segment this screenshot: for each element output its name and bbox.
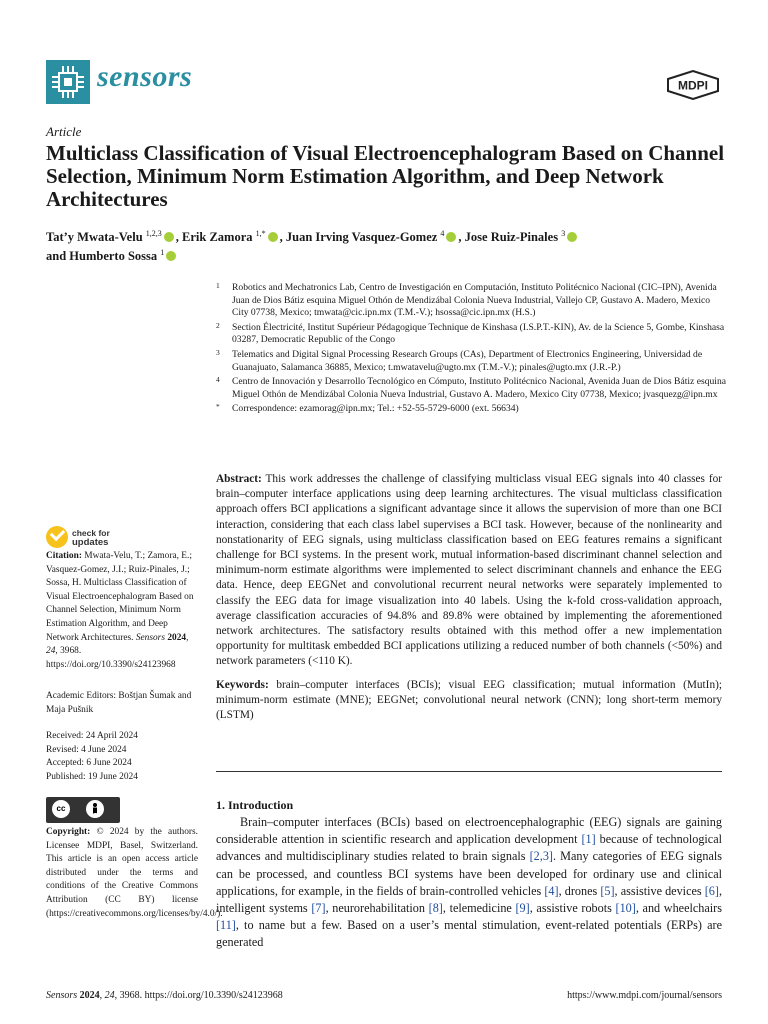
footer-doi-link[interactable]: , 3968. https://doi.org/10.3390/s24123968 bbox=[114, 990, 283, 1001]
cc-icon: cc bbox=[52, 800, 70, 818]
footer-journal-url[interactable]: https://www.mdpi.com/journal/sensors bbox=[567, 990, 722, 1001]
publication-dates: Received: 24 April 2024 Revised: 4 June 2024 Accepted: 6 June 2024 Published: 19 June 2024 bbox=[46, 731, 138, 782]
mdpi-logo-icon bbox=[666, 70, 720, 100]
affiliation-item: 1 Robotics and Mechatronics Lab, Centro de Investigación en Computación, Instituto Politécnico Nacional (CIC–IPN), Avenida Juan de Dios Bátiz esquina Miguel Othón de Mendizábal Colonia Nueva Industrial, Vallejo CP, Gustavo A. Madero, Mexico City 07738, Mexico; tmwata@cic.ipn.mx (T.M.-V.); hsossa@cic.ipn.mx (H.S.) bbox=[216, 281, 717, 319]
abstract-text: This work addresses the challenge of classifying multiclass visual EEG signals into 40 classes for brain–computer interface applications using deep learning architectures. The visual multiclass classification approach offers BCI applications a significant advantage since it allows the supervision of more than one BCI interaction, considering that each class label supervises a BCI task. However, because of the nonlinearity and nonstationarity of EEG signals, using multiclass classification based on EEG features remains a significant challenge for BCI systems. In the present work, mutual information-based discriminant channel selection and minimum-norm estimate algorithms were implemented to select discriminant channels and enhance the EEG data. Hence, deep EEGNet and convolutional recurrent neural networks were separately implemented to classify the EEG data for image visualization into 40 labels. Using the k-fold cross-validation approach, average classification accuracies of 94.8% and 89.8% were obtained by implementing the aforementioned network architectures. The satisfactory results obtained with this method offer a new implementation opportunity for multitask embedded BCI applications utilizing a reduced number of both channels (<50%) and network parameters (<110 K). bbox=[216, 473, 722, 668]
academic-editors: Academic Editors: Boštjan Šumak and Maja Pušnik bbox=[46, 691, 192, 715]
divider bbox=[216, 771, 722, 772]
author-name: Humberto Sossa bbox=[69, 249, 158, 264]
check-for-updates-button[interactable] bbox=[46, 526, 186, 550]
citation-link[interactable]: [10] bbox=[615, 901, 636, 916]
citation-link[interactable]: [4] bbox=[544, 883, 559, 898]
paper-title: Multiclass Classification of Visual Electroencephalogram Based on Channel Selection, Minimum Norm Estimation Algorithm, and Deep Network Architectures bbox=[46, 141, 725, 211]
orcid-icon[interactable] bbox=[164, 232, 174, 242]
check-updates-icon bbox=[46, 526, 68, 548]
abstract-label: Abstract: bbox=[216, 473, 262, 485]
author-list: Tat’y Mwata-Velu $^{1,2,3}$ , Erik Zamora $^{1,*}$ , Juan Irving Vasquez-Gomez $^4$ , Jose Ruiz-Pinales $^3$ and Humberto Sossa $^1$ bbox=[46, 226, 746, 264]
author-name: Tat’y Mwata-Velu bbox=[46, 230, 143, 245]
citation-link[interactable]: [9] bbox=[515, 901, 530, 916]
article-type: Article bbox=[46, 124, 82, 139]
by-label: BY bbox=[94, 813, 101, 819]
author-name: Erik Zamora bbox=[182, 230, 253, 245]
citation: Citation: Mwata-Velu, T.; Zamora, E.; Vasquez-Gomez, J.I.; Ruiz-Pinales, J.; Sossa, H. Multiclass Classification of Visual Electroencephalogram Based on Channel Selection, Minimum Norm Estimation Algorithm, and Deep Network Architectures. Sensors 2024, 24, 3968. https://doi.org/10.3390/s24123968 bbox=[46, 551, 194, 670]
check-updates-label: check for bbox=[72, 528, 110, 538]
cc-by-license-icon[interactable] bbox=[46, 797, 120, 823]
orcid-icon[interactable] bbox=[268, 232, 278, 242]
orcid-icon[interactable] bbox=[446, 232, 456, 242]
orcid-icon[interactable] bbox=[166, 251, 176, 261]
citation-link[interactable]: [7] bbox=[311, 901, 326, 916]
keywords bbox=[216, 678, 722, 724]
correspondence: * Correspondence: ezamorag@ipn.mx; Tel.: +52-55-5729-6000 (ext. 56634) bbox=[216, 402, 519, 415]
citation-doi-link[interactable]: , 3968. https://doi.org/10.3390/s24123968 bbox=[46, 646, 176, 670]
citation-link[interactable]: [8] bbox=[428, 901, 443, 916]
keywords-text: brain–computer interfaces (BCIs); visual EEG classification; mutual information (MutIn); minimum-norm estimate (MNE); EEGNet; convolutional neural network (CNN); long short-term memory (LSTM) bbox=[216, 679, 722, 722]
check-updates-label: updates bbox=[72, 537, 109, 548]
author-conjunction: and bbox=[46, 249, 67, 264]
publisher-name: MDPI bbox=[678, 78, 708, 93]
section-heading: 1. Introduction bbox=[216, 798, 294, 812]
citation-link[interactable]: [1] bbox=[581, 832, 596, 847]
abstract bbox=[216, 472, 722, 670]
author-affil: 1 bbox=[160, 248, 165, 258]
author-affil: 3 bbox=[561, 229, 566, 238]
citation-link[interactable]: [5] bbox=[600, 883, 615, 898]
author-name: Jose Ruiz-Pinales bbox=[464, 230, 559, 245]
footer-citation: Sensors 2024, 24, 3968. https://doi.org/10.3390/s24123968 bbox=[46, 990, 283, 1001]
affiliation-item: 2 Section Électricité, Institut Supérieur Pédagogique Technique de Kinshasa (I.S.P.T.-KIN), Av. de la Science 5, Gombe, Kinshasa 03287, Democratic Republic of the Congo bbox=[216, 320, 725, 346]
affiliations bbox=[216, 282, 726, 418]
citation-link[interactable]: [11] bbox=[216, 918, 236, 933]
author-affil: 1,* bbox=[255, 229, 266, 238]
affiliation-item: 4 Centro de Innovación y Desarrollo Tecnológico en Cómputo, Instituto Politécnico Nacional, Avenida Juan de Dios Bátiz esquina Miguel Othón de Mendizábal Colonia Nueva Industrial, Gustavo A. Madero, Mexico City 07738, Mexico; jvasquezg@ipn.mx bbox=[216, 375, 727, 400]
introduction-text: Brain–computer interfaces (BCIs) based on electroencephalographic (EEG) signals are gaining considerable attention in scientific research and application development [1] because of technological advances and multidisciplinary studies related to brain signals [2,3]. Many categories of EEG signals can be processed, and countless BCI systems have been developed for ordinary use and clinical applications, for example, in the fields of brain-controlled vehicles [4], drones [5], assistive devices [6], intelligent systems [7], neurorehabilitation [8], telemedicine [9], assistive robots [10], and wheelchairs [11], to name but a few. Based on a user’s mental stimulation, event-related potentials (ERPs) are generated bbox=[216, 815, 723, 950]
keywords-label: Keywords: bbox=[216, 679, 269, 691]
copyright-notice: Copyright: © 2024 by the authors. Licensee MDPI, Basel, Switzerland. This article is an open access article distributed under the terms and conditions of the Creative Commons Attribution (CC BY) license (https://creativecommons.org/licenses/by/4.0/). bbox=[46, 827, 223, 919]
citation-link[interactable]: [2,3] bbox=[529, 849, 553, 864]
author-name: Juan Irving Vasquez-Gomez bbox=[285, 230, 438, 245]
orcid-icon[interactable] bbox=[567, 232, 577, 242]
journal-logo-icon bbox=[46, 60, 90, 104]
citation-link[interactable]: [6] bbox=[704, 883, 719, 898]
affiliation-item: 3 Telematics and Digital Signal Processing Research Groups (CAs), Department of Electronics Engineering, Universidad de Guanajuato, Salamanca 36885, Mexico; t.mwatavelu@ugto.mx (T.M.-V.); pinales@ugto.mx (J.R.-P.) bbox=[216, 347, 703, 373]
author-affil: 1,2,3 bbox=[145, 229, 162, 238]
author-affil: 4 bbox=[440, 229, 445, 238]
journal-name: sensors bbox=[97, 60, 193, 93]
